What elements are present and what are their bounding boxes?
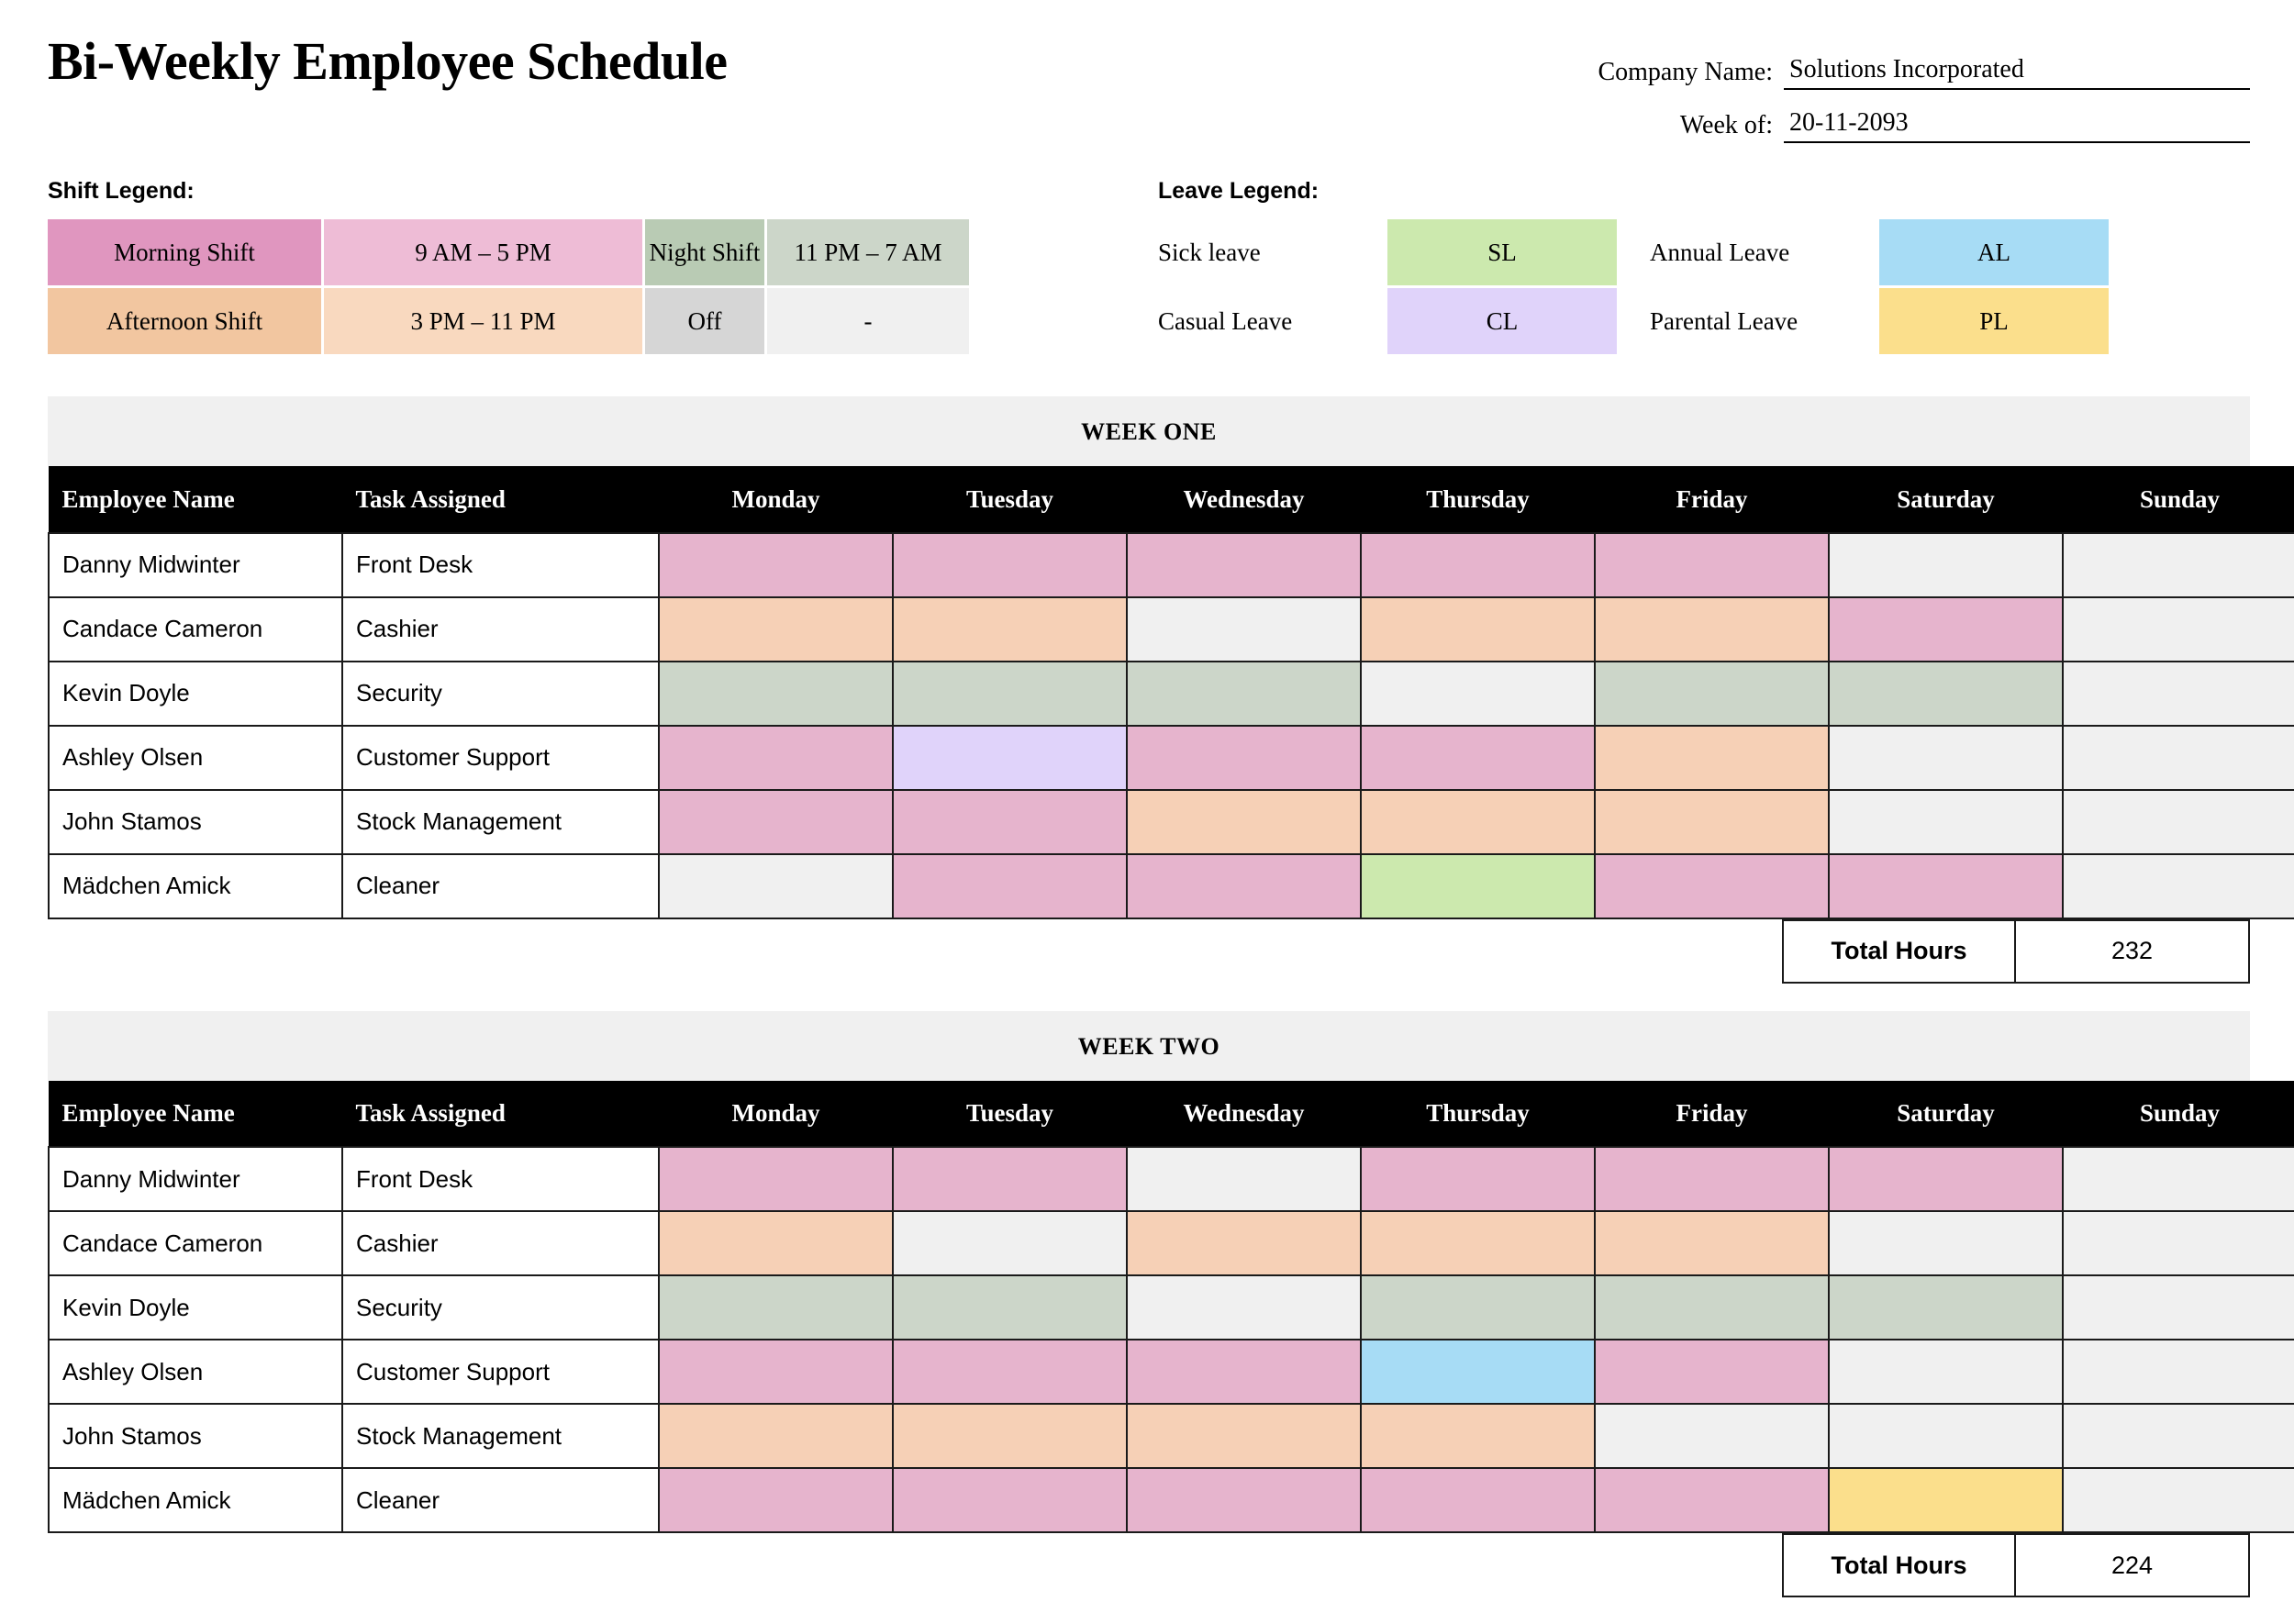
shift-cell-off[interactable] — [2063, 1340, 2294, 1404]
shift-cell-night[interactable] — [893, 1275, 1127, 1340]
table-row — [49, 854, 2294, 918]
shift-cell-morning[interactable] — [1829, 1147, 2063, 1211]
shift-cell-afternoon[interactable] — [1361, 1404, 1595, 1468]
schedule-table — [48, 466, 2294, 919]
shift-cell-morning[interactable] — [893, 790, 1127, 854]
schedule-table — [48, 1081, 2294, 1534]
spacer — [0, 354, 2294, 396]
employee-name-cell: John Stamos — [49, 1404, 342, 1468]
shift-cell-night[interactable] — [1595, 662, 1829, 726]
shift-cell-morning[interactable] — [1127, 533, 1361, 597]
shift-cell-afternoon[interactable] — [659, 1211, 893, 1275]
shift-cell-off[interactable] — [2063, 1147, 2294, 1211]
week-of-row — [1566, 108, 2250, 143]
leave-legend-code: AL — [1879, 219, 2109, 285]
table-row — [49, 1211, 2294, 1275]
employee-name-cell: John Stamos — [49, 790, 342, 854]
column-header-day: Tuesday — [893, 467, 1127, 533]
shift-legend-title: Shift Legend: — [48, 178, 195, 204]
employee-name-cell: Ashley Olsen — [49, 726, 342, 790]
column-header-day: Thursday — [1361, 1081, 1595, 1147]
employee-name-cell: Kevin Doyle — [49, 1275, 342, 1340]
task-assigned-cell: Cashier — [342, 597, 659, 662]
shift-legend-time: - — [767, 288, 969, 354]
column-header-task: Task Assigned — [342, 1081, 659, 1147]
table-row — [49, 1275, 2294, 1340]
task-assigned-cell: Cleaner — [342, 1468, 659, 1532]
column-header-employee: Employee Name — [49, 467, 342, 533]
shift-legend-time: 3 PM – 11 PM — [324, 288, 642, 354]
shift-cell-night[interactable] — [1829, 662, 2063, 726]
leave-legend-title: Leave Legend: — [1158, 178, 1320, 204]
shift-cell-off[interactable] — [2063, 1468, 2294, 1532]
table-row — [49, 1147, 2294, 1211]
shift-cell-afternoon[interactable] — [1127, 790, 1361, 854]
shift-cell-morning[interactable] — [659, 1468, 893, 1532]
employee-name-cell: Candace Cameron — [49, 1211, 342, 1275]
shift-cell-afternoon[interactable] — [659, 1404, 893, 1468]
shift-cell-sick[interactable] — [1361, 854, 1595, 918]
shift-cell-night[interactable] — [1829, 1275, 2063, 1340]
column-header-task: Task Assigned — [342, 467, 659, 533]
page-title: Bi-Weekly Employee Schedule — [48, 31, 728, 91]
column-header-day: Saturday — [1829, 467, 2063, 533]
column-header-day: Friday — [1595, 1081, 1829, 1147]
task-assigned-cell: Customer Support — [342, 726, 659, 790]
shift-cell-afternoon[interactable] — [1361, 597, 1595, 662]
column-header-day: Wednesday — [1127, 467, 1361, 533]
shift-cell-off[interactable] — [1361, 662, 1595, 726]
shift-cell-morning[interactable] — [659, 726, 893, 790]
document-meta — [1566, 55, 2250, 143]
table-row — [49, 662, 2294, 726]
employee-name-cell: Danny Midwinter — [49, 1147, 342, 1211]
shift-cell-afternoon[interactable] — [893, 597, 1127, 662]
table-row — [49, 1404, 2294, 1468]
shift-cell-morning[interactable] — [659, 533, 893, 597]
shift-cell-afternoon[interactable] — [1361, 790, 1595, 854]
table-row — [49, 1468, 2294, 1532]
shift-cell-afternoon[interactable] — [659, 597, 893, 662]
leave-legend-grid — [1158, 219, 2109, 354]
shift-cell-off[interactable] — [1829, 726, 2063, 790]
shift-cell-off[interactable] — [2063, 662, 2294, 726]
shift-legend-name: Morning Shift — [48, 219, 321, 285]
week-of-label: Week of: — [1679, 111, 1773, 139]
shift-cell-morning[interactable] — [893, 1340, 1127, 1404]
total-hours-row — [48, 919, 2250, 984]
shift-cell-off[interactable] — [2063, 1211, 2294, 1275]
shift-cell-night[interactable] — [893, 662, 1127, 726]
shift-cell-parental[interactable] — [1829, 1468, 2063, 1532]
shift-cell-night[interactable] — [659, 662, 893, 726]
total-hours-value: 224 — [2016, 1533, 2250, 1597]
shift-cell-afternoon[interactable] — [1595, 597, 1829, 662]
shift-cell-morning[interactable] — [1595, 1147, 1829, 1211]
shift-legend-name: Afternoon Shift — [48, 288, 321, 354]
shift-cell-morning[interactable] — [1595, 854, 1829, 918]
shift-cell-off[interactable] — [2063, 597, 2294, 662]
legends-area — [0, 178, 2294, 354]
total-hours-row — [48, 1533, 2250, 1597]
shift-cell-night[interactable] — [659, 1275, 893, 1340]
shift-cell-morning[interactable] — [659, 790, 893, 854]
table-row — [49, 533, 2294, 597]
shift-cell-off[interactable] — [1829, 1404, 2063, 1468]
shift-cell-morning[interactable] — [1361, 1468, 1595, 1532]
week-band: WEEK TWO — [48, 1011, 2250, 1081]
shift-cell-morning[interactable] — [893, 1147, 1127, 1211]
shift-cell-off[interactable] — [1829, 1211, 2063, 1275]
shift-cell-off[interactable] — [2063, 1404, 2294, 1468]
leave-legend-label: Parental Leave — [1650, 306, 1798, 335]
task-assigned-cell: Cashier — [342, 1211, 659, 1275]
shift-cell-afternoon[interactable] — [1127, 1404, 1361, 1468]
table-header-row — [49, 1081, 2294, 1147]
employee-name-cell: Danny Midwinter — [49, 533, 342, 597]
leave-legend-label: Sick leave — [1158, 238, 1261, 266]
total-hours-label: Total Hours — [1782, 919, 2016, 984]
weeks-container — [0, 396, 2294, 1597]
shift-legend-name: Off — [645, 288, 764, 354]
shift-cell-off[interactable] — [2063, 1275, 2294, 1340]
task-assigned-cell: Security — [342, 662, 659, 726]
column-header-day: Sunday — [2063, 1081, 2294, 1147]
shift-cell-morning[interactable] — [1127, 1340, 1361, 1404]
table-row — [49, 726, 2294, 790]
shift-cell-morning[interactable] — [1829, 854, 2063, 918]
task-assigned-cell: Front Desk — [342, 533, 659, 597]
total-hours-label: Total Hours — [1782, 1533, 2016, 1597]
leave-legend-code: SL — [1387, 219, 1617, 285]
shift-cell-afternoon[interactable] — [1595, 726, 1829, 790]
employee-name-cell: Candace Cameron — [49, 597, 342, 662]
column-header-day: Saturday — [1829, 1081, 2063, 1147]
shift-cell-morning[interactable] — [1595, 533, 1829, 597]
shift-cell-off[interactable] — [2063, 726, 2294, 790]
shift-cell-off[interactable] — [1829, 1340, 2063, 1404]
week-spacer — [48, 984, 2250, 1011]
shift-cell-off[interactable] — [1127, 597, 1361, 662]
week-of-field[interactable]: 20-11-2093 — [1784, 108, 2250, 143]
shift-cell-morning[interactable] — [1361, 726, 1595, 790]
shift-legend-grid — [48, 219, 1158, 354]
company-name-label: Company Name: — [1598, 58, 1773, 86]
shift-cell-morning[interactable] — [1127, 1468, 1361, 1532]
shift-legend-time: 11 PM – 7 AM — [767, 219, 969, 285]
shift-cell-morning[interactable] — [1361, 1147, 1595, 1211]
shift-cell-morning[interactable] — [893, 1468, 1127, 1532]
shift-cell-afternoon[interactable] — [1127, 1211, 1361, 1275]
employee-name-cell: Kevin Doyle — [49, 662, 342, 726]
shift-cell-morning[interactable] — [893, 854, 1127, 918]
legend-spacer — [1617, 288, 1650, 354]
shift-cell-afternoon[interactable] — [1361, 1211, 1595, 1275]
column-header-day: Monday — [659, 1081, 893, 1147]
shift-cell-off[interactable] — [659, 854, 893, 918]
page-header — [0, 0, 2294, 143]
shift-legend-name: Night Shift — [645, 219, 764, 285]
shift-cell-afternoon[interactable] — [1595, 1211, 1829, 1275]
table-row — [49, 1340, 2294, 1404]
shift-cell-night[interactable] — [1361, 1275, 1595, 1340]
table-row — [49, 790, 2294, 854]
column-header-day: Sunday — [2063, 467, 2294, 533]
shift-cell-morning[interactable] — [893, 533, 1127, 597]
task-assigned-cell: Security — [342, 1275, 659, 1340]
employee-name-cell: Mädchen Amick — [49, 854, 342, 918]
shift-cell-morning[interactable] — [1829, 597, 2063, 662]
shift-cell-off[interactable] — [1127, 1147, 1361, 1211]
shift-cell-casual[interactable] — [893, 726, 1127, 790]
column-header-employee: Employee Name — [49, 1081, 342, 1147]
shift-cell-off[interactable] — [2063, 533, 2294, 597]
task-assigned-cell: Stock Management — [342, 1404, 659, 1468]
shift-cell-off[interactable] — [1829, 790, 2063, 854]
leave-legend — [1158, 178, 2109, 354]
shift-cell-off[interactable] — [2063, 854, 2294, 918]
shift-cell-morning[interactable] — [659, 1147, 893, 1211]
shift-legend-time: 9 AM – 5 PM — [324, 219, 642, 285]
company-name-field[interactable]: Solutions Incorporated — [1784, 55, 2250, 90]
leave-legend-code: CL — [1387, 288, 1617, 354]
shift-cell-night[interactable] — [1127, 662, 1361, 726]
shift-cell-night[interactable] — [1595, 1275, 1829, 1340]
task-assigned-cell: Cleaner — [342, 854, 659, 918]
table-header-row — [49, 467, 2294, 533]
task-assigned-cell: Stock Management — [342, 790, 659, 854]
shift-cell-annual[interactable] — [1361, 1340, 1595, 1404]
leave-legend-label: Casual Leave — [1158, 306, 1293, 335]
table-row — [49, 597, 2294, 662]
legend-spacer — [1617, 219, 1650, 285]
column-header-day: Wednesday — [1127, 1081, 1361, 1147]
shift-legend — [48, 178, 1158, 354]
column-header-day: Thursday — [1361, 467, 1595, 533]
task-assigned-cell: Customer Support — [342, 1340, 659, 1404]
shift-cell-morning[interactable] — [1595, 1340, 1829, 1404]
leave-legend-label: Annual Leave — [1650, 238, 1790, 266]
shift-cell-morning[interactable] — [659, 1340, 893, 1404]
company-name-row — [1566, 55, 2250, 90]
shift-cell-morning[interactable] — [1361, 533, 1595, 597]
leave-legend-code: PL — [1879, 288, 2109, 354]
employee-name-cell: Ashley Olsen — [49, 1340, 342, 1404]
shift-cell-morning[interactable] — [1127, 854, 1361, 918]
column-header-day: Friday — [1595, 467, 1829, 533]
shift-cell-afternoon[interactable] — [893, 1404, 1127, 1468]
shift-cell-off[interactable] — [893, 1211, 1127, 1275]
shift-cell-off[interactable] — [2063, 790, 2294, 854]
employee-name-cell: Mädchen Amick — [49, 1468, 342, 1532]
shift-cell-off[interactable] — [1829, 533, 2063, 597]
column-header-day: Monday — [659, 467, 893, 533]
shift-cell-off[interactable] — [1127, 1275, 1361, 1340]
shift-cell-off[interactable] — [1595, 1404, 1829, 1468]
week-band: WEEK ONE — [48, 396, 2250, 466]
task-assigned-cell: Front Desk — [342, 1147, 659, 1211]
total-hours-value: 232 — [2016, 919, 2250, 984]
column-header-day: Tuesday — [893, 1081, 1127, 1147]
shift-cell-afternoon[interactable] — [1595, 790, 1829, 854]
shift-cell-morning[interactable] — [1127, 726, 1361, 790]
shift-cell-morning[interactable] — [1595, 1468, 1829, 1532]
